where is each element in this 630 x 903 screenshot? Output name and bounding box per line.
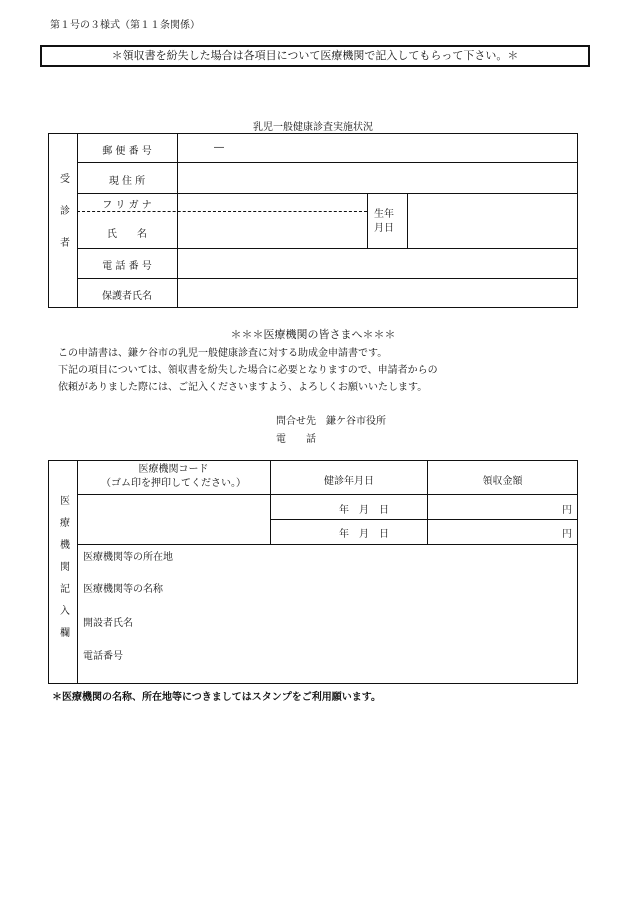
name-label: 氏 名 xyxy=(107,229,147,240)
notice-text: ＊領収書を紛失した場合は各項目について医療機関で記入してもらって下さい。＊ xyxy=(111,49,519,62)
medical-institution-table xyxy=(48,460,578,684)
institution-phone-label: 電話番号 xyxy=(83,651,123,662)
guardian-label: 保護者氏名 xyxy=(102,291,152,302)
amount-header: 領収金額 xyxy=(482,476,523,487)
footer-note: ＊医療機関の名称、所在地等につきましてはスタンプをご利用願います。 xyxy=(52,692,381,703)
guardian-field[interactable] xyxy=(179,280,575,306)
examinee-table xyxy=(48,133,578,308)
contact-text: 問合せ先 鎌ケ谷市役所 xyxy=(276,416,386,427)
institution-name-label: 医療機関等の名称 xyxy=(83,584,163,595)
notice-lines: この申請書は、鎌ケ谷市の乳児一般健康診査に対する助成金申請書です。 下記の項目については、領収書を紛失した場合に必要となりますので、申請者からの 依頼がありました際には、ご記入くださいますよう、よろしくお願いいたします。 xyxy=(58,348,438,393)
code-stamp-field[interactable] xyxy=(79,496,268,542)
address-label: 現 住 所 xyxy=(108,176,146,187)
institution-details-field[interactable] xyxy=(179,546,575,681)
examinee-side-label: 受診者 xyxy=(49,134,78,307)
date-value-1[interactable]: 年 月 日 xyxy=(339,505,389,516)
notice-heading: ＊＊＊医療機関の皆さまへ＊＊＊ xyxy=(230,328,396,341)
postal-field[interactable]: ― xyxy=(214,142,224,153)
address-field[interactable] xyxy=(179,164,575,192)
form-number: 第１号の３様式（第１１条関係） xyxy=(50,20,200,31)
institution-address-label: 医療機関等の所在地 xyxy=(83,552,173,563)
date-value-2[interactable]: 年 月 日 xyxy=(339,529,389,540)
date-header: 健診年月日 xyxy=(324,476,374,487)
phone-label: 電 話 番 号 xyxy=(102,261,152,272)
medical-side-label: 医療機関記入欄 xyxy=(49,461,78,683)
birth-date-field[interactable] xyxy=(409,195,575,247)
code-header: 医療機関コード （ゴム印を押印してください。） xyxy=(101,464,246,489)
furigana-label: フ リ ガ ナ xyxy=(102,200,152,211)
section1-title: 乳児一般健康診査実施状況 xyxy=(253,122,373,133)
phone-field[interactable] xyxy=(179,250,575,277)
notice-box xyxy=(40,45,590,67)
amount-value-2[interactable]: 円 xyxy=(562,529,572,540)
name-field[interactable] xyxy=(179,195,365,247)
founder-name-label: 開設者氏名 xyxy=(83,618,133,629)
amount-value-1[interactable]: 円 xyxy=(562,505,572,516)
postal-label: 郵 便 番 号 xyxy=(102,146,152,157)
birth-label: 生年月日 xyxy=(374,209,394,234)
contact-phone: 電 話 xyxy=(276,434,316,445)
